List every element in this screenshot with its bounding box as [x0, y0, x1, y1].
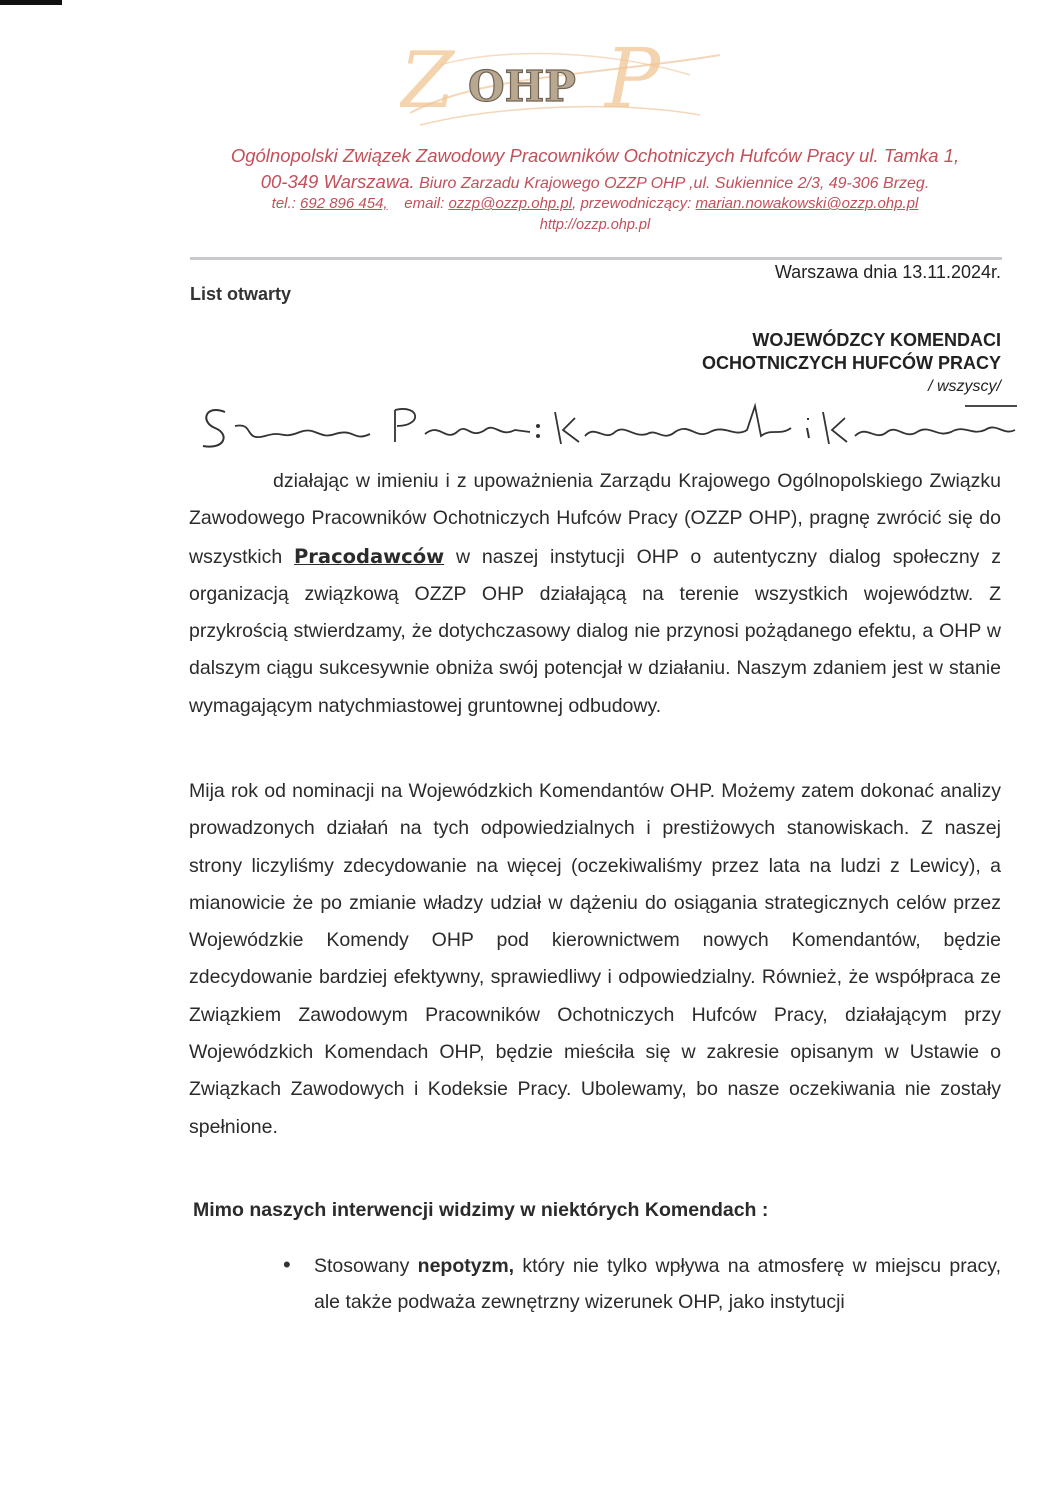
bullet-item-bold: nepotyzm, — [417, 1255, 515, 1277]
chair-label: , przewodniczący: — [572, 195, 696, 212]
letter-date: Warszawa dnia 13.11.2024r. — [774, 262, 1001, 282]
bullet-item — [314, 1248, 1001, 1320]
org-address-line — [150, 171, 1040, 193]
org-name-line: Ogólnopolski Związek Zawodowy Pracowników Ochotniczych Hufców Pracy ul. Tamka 1, — [230, 145, 960, 166]
paragraph-1-start: działając w imieniu i z upoważnienia Zarządu Krajowego Ogólnopolskiego Związku Zawodowego Pracowników Ochotniczych Hufców Pracy (OZZP OHP), pragnę zwrócić się do wszystkich — [189, 470, 1001, 568]
email-link[interactable]: ozzp@ozzp.ohp.pl — [448, 195, 573, 212]
phone-number[interactable]: 692 896 454, — [300, 195, 388, 212]
website-link[interactable]: http://ozzp.ohp.pl — [539, 217, 651, 233]
letter-subject: List otwarty — [190, 284, 292, 304]
bullet-marker: • — [283, 1252, 291, 1277]
svg-text:Z: Z — [400, 36, 455, 126]
ohp-logo — [400, 35, 730, 135]
paragraph-2: Mija rok od nominacji na Wojewódzkich Komendantów OHP. Możemy zatem dokonać analizy prowadzonych działań na tych odpowiedzialnych i prestiżowych stanowiskach. Z naszej strony liczyliśmy zdecydowanie na więcej (oczekiwaliśmy przez lata na ludzi z Lewicy), a mianowicie że po zmianie władzy udział w dążeniu do osiągania strategicznych celów przez Wojewódzkie Komendy OHP pod kierownictwem nowych Komendantów, będzie zdecydowanie bardziej efektywny, sprawiedliwy i odpowiedzialny. Również, że współpraca ze Związkiem Zawodowym Pracowników Ochotniczych Hufców Pracy, działającym przy Wojewódzkich Komendach OHP, będzie mieściła się w zakresie opisanym w Ustawie o Związkach Zawodowych i Kodeksie Pracy. Ubolewamy, bo nasze oczekiwania nie zostały spełnione. — [189, 780, 1001, 1138]
paragraph-1-end: w naszej instytucji OHP o autentyczny dialog społeczny z organizacją związkową OZZP OHP działającą na terenie wszystkich województw. Z przykrością stwierdzamy, że dotychczasowy dialog nie przynosi pożądanego efektu, a OHP w dalszym ciągu sukcesywnie obniża swój potencjał w działaniu. Naszym zdaniem jest w stanie wymagającym natychmiastowej gruntownej odbudowy. — [189, 545, 1001, 717]
addressee-line-2: OCHOTNICZYCH HUFCÓW PRACY — [702, 353, 1001, 373]
highlight-pracodawcow: Pracodawców — [294, 544, 445, 568]
bullet-item-end: który nie tylko wpływa na atmosferę w miejscu pracy, ale także podważa zewnętrzny wizerunek OHP, jako instytucji — [314, 1255, 1001, 1313]
email-label: email: — [387, 195, 449, 212]
office-address: Biuro Zarzadu Krajowego OZZP OHP ,ul. Sukiennice 2/3, 49-306 Brzeg. — [414, 175, 930, 192]
scan-edge-mark — [0, 0, 62, 5]
addressee-line-3: / wszyscy/ — [928, 378, 1001, 395]
tel-label: tel.: — [271, 195, 301, 212]
addressee-line-1: WOJEWÓDZCY KOMENDACI — [752, 330, 1001, 350]
handwritten-salutation — [195, 392, 1025, 462]
svg-text:OHP: OHP — [468, 62, 576, 111]
chair-email-link[interactable]: marian.nowakowski@ozzp.ohp.pl — [695, 195, 919, 212]
section-heading: Mimo naszych interwencji widzimy w niektórych Komendach : — [193, 1199, 769, 1221]
org-city: 00-349 Warszawa. — [260, 171, 415, 192]
header-divider — [190, 257, 1002, 260]
contact-line — [150, 195, 1040, 212]
svg-text:P: P — [605, 35, 661, 127]
paragraph-1 — [189, 463, 1001, 725]
bullet-item-start: Stosowany — [314, 1255, 418, 1277]
